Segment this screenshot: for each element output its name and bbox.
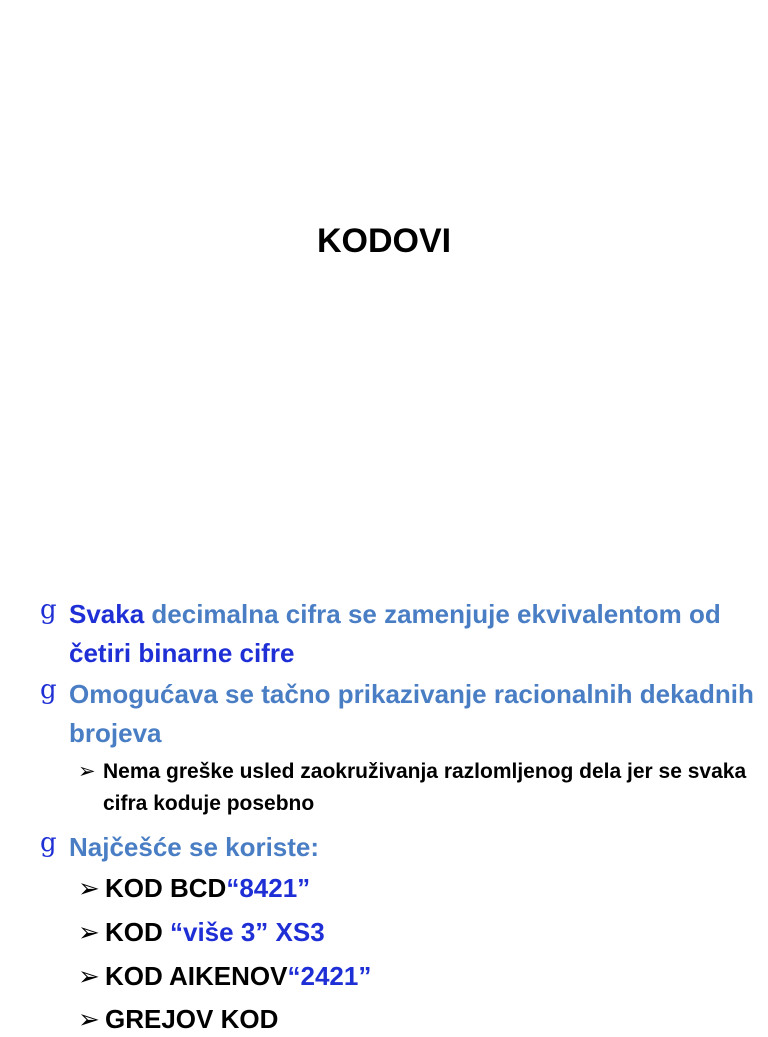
bullet-marker: g (40, 675, 57, 705)
bullet-najcesce (40, 828, 760, 867)
bullet-middle-text: decimalna cifra se zamenjuje ekvivalentom od (144, 599, 721, 629)
sub-bullet-text: Nema greške usled zaokruživanja razlomljenog dela jer se svaka cifra koduje posebno (103, 760, 747, 815)
code-value: “2421” (287, 961, 372, 991)
code-item-text (105, 914, 758, 950)
code-item-xs3 (78, 914, 758, 950)
code-item-text (105, 870, 758, 906)
code-item-bcd (78, 870, 758, 906)
arrow-icon: ➢ (78, 961, 100, 991)
slide-title: KODOVI (316, 222, 452, 260)
bullet-svaka (40, 595, 760, 673)
code-item-grejov (78, 1001, 758, 1037)
bullet-omogucava (40, 675, 760, 753)
code-label: GREJOV KOD (105, 1004, 279, 1034)
bullet-accent-start: Svaka (69, 599, 145, 629)
arrow-icon: ➢ (78, 760, 96, 783)
bullet-marker: g (40, 595, 57, 625)
sub-bullet (78, 756, 758, 820)
code-label: KOD AIKENOV (105, 961, 288, 991)
code-item-aikenov (78, 958, 758, 994)
arrow-icon: ➢ (78, 917, 100, 947)
bullet-accent-end: četiri binarne cifre (69, 638, 295, 668)
bullet-marker: g (40, 828, 57, 858)
arrow-icon: ➢ (78, 873, 100, 903)
bullet-text (69, 595, 760, 673)
code-item-text (105, 1001, 758, 1037)
code-value: “više 3” XS3 (170, 917, 325, 947)
code-label: KOD BCD (105, 873, 227, 903)
bullet-text: Najčešće se koriste: (69, 832, 320, 862)
code-label: KOD (105, 917, 170, 947)
arrow-icon: ➢ (78, 1004, 100, 1034)
bullet-text: Omogućava se tačno prikazivanje racionalnih dekadnih brojeva (69, 679, 754, 748)
code-value: “8421” (226, 873, 311, 903)
code-item-text (105, 958, 758, 994)
